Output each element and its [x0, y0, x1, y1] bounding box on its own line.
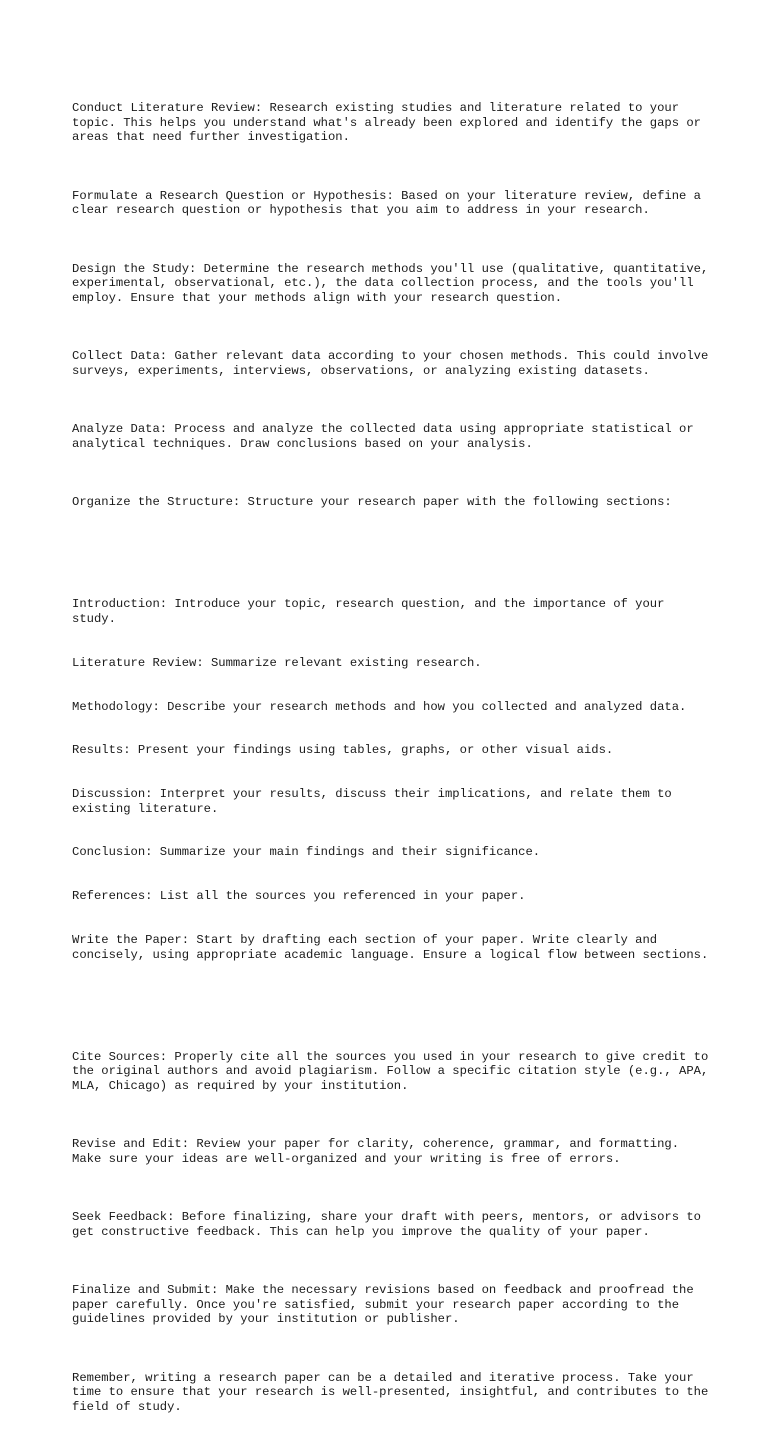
list-item-methodology: Methodology: Describe your research methods and how you collected and analyzed data.: [72, 699, 687, 714]
paragraph-cite-sources: Cite Sources: Properly cite all the sources you used in your research to give credit to the original authors and avoid plagiarism. Follow a specific citation style (e.g., APA, MLA, Chicago) as required by your institution.: [72, 1049, 716, 1093]
list-item-references: References: List all the sources you referenced in your paper.: [72, 889, 526, 904]
paragraph-design-study: Design the Study: Determine the research methods you'll use (qualitative, quantitative, experimental, observational, etc.), the data collection process, and the tools you'll employ. Ensure that your methods align with your research question.: [72, 261, 716, 305]
list-item-write-paper: Write the Paper: Start by drafting each section of your paper. Write clearly and concisely, using appropriate academic language. Ensure a logical flow between sections.: [72, 933, 709, 962]
paragraph-revise-edit: Revise and Edit: Review your paper for clarity, coherence, grammar, and formatting. Make sure your ideas are well-organized and your writing is free of errors.: [72, 1137, 687, 1166]
list-item-discussion: Discussion: Interpret your results, discuss their implications, and relate them to existing literature.: [72, 787, 680, 816]
paragraph-seek-feedback: Seek Feedback: Before finalizing, share your draft with peers, mentors, or advisors to get constructive feedback. This can help you improve the quality of your paper.: [72, 1210, 709, 1239]
list-item-results: Results: Present your findings using tables, graphs, or other visual aids.: [72, 743, 614, 758]
paragraph-finalize-submit: Finalize and Submit: Make the necessary revisions based on feedback and proofread the paper carefully. Once you're satisfied, submit your research paper according to the guidelines provided by your institution or publisher.: [72, 1283, 701, 1327]
list-item-conclusion: Conclusion: Summarize your main findings and their significance.: [72, 845, 541, 860]
paragraph-collect-data: Collect Data: Gather relevant data according to your chosen methods. This could involve surveys, experiments, interviews, observations, or analyzing existing datasets.: [72, 349, 716, 378]
list-item-literature-review: Literature Review: Summarize relevant existing research.: [72, 655, 482, 670]
structure-list: [72, 568, 712, 991]
paragraph-literature-review: Conduct Literature Review: Research existing studies and literature related to your topic. This helps you understand what's already been explored and identify the gaps or areas that need further investigation.: [72, 101, 709, 145]
paragraph-remember: Remember, writing a research paper can be a detailed and iterative process. Take your time to ensure that your research is well-presented, insightful, and contributes to the field of study.: [72, 1370, 716, 1415]
document-page: [72, 72, 716, 1444]
paragraph-organize-structure: Organize the Structure: Structure your research paper with the following sections:: [72, 495, 672, 510]
paragraph-analyze-data: Analyze Data: Process and analyze the collected data using appropriate statistical or analytical techniques. Draw conclusions based on your analysis.: [72, 422, 701, 451]
paragraph-research-question: Formulate a Research Question or Hypothesis: Based on your literature review, define a clear research question or hypothesis that you aim to address in your research.: [72, 188, 709, 218]
list-item-introduction: Introduction: Introduce your topic, research question, and the importance of your study.: [72, 597, 672, 626]
